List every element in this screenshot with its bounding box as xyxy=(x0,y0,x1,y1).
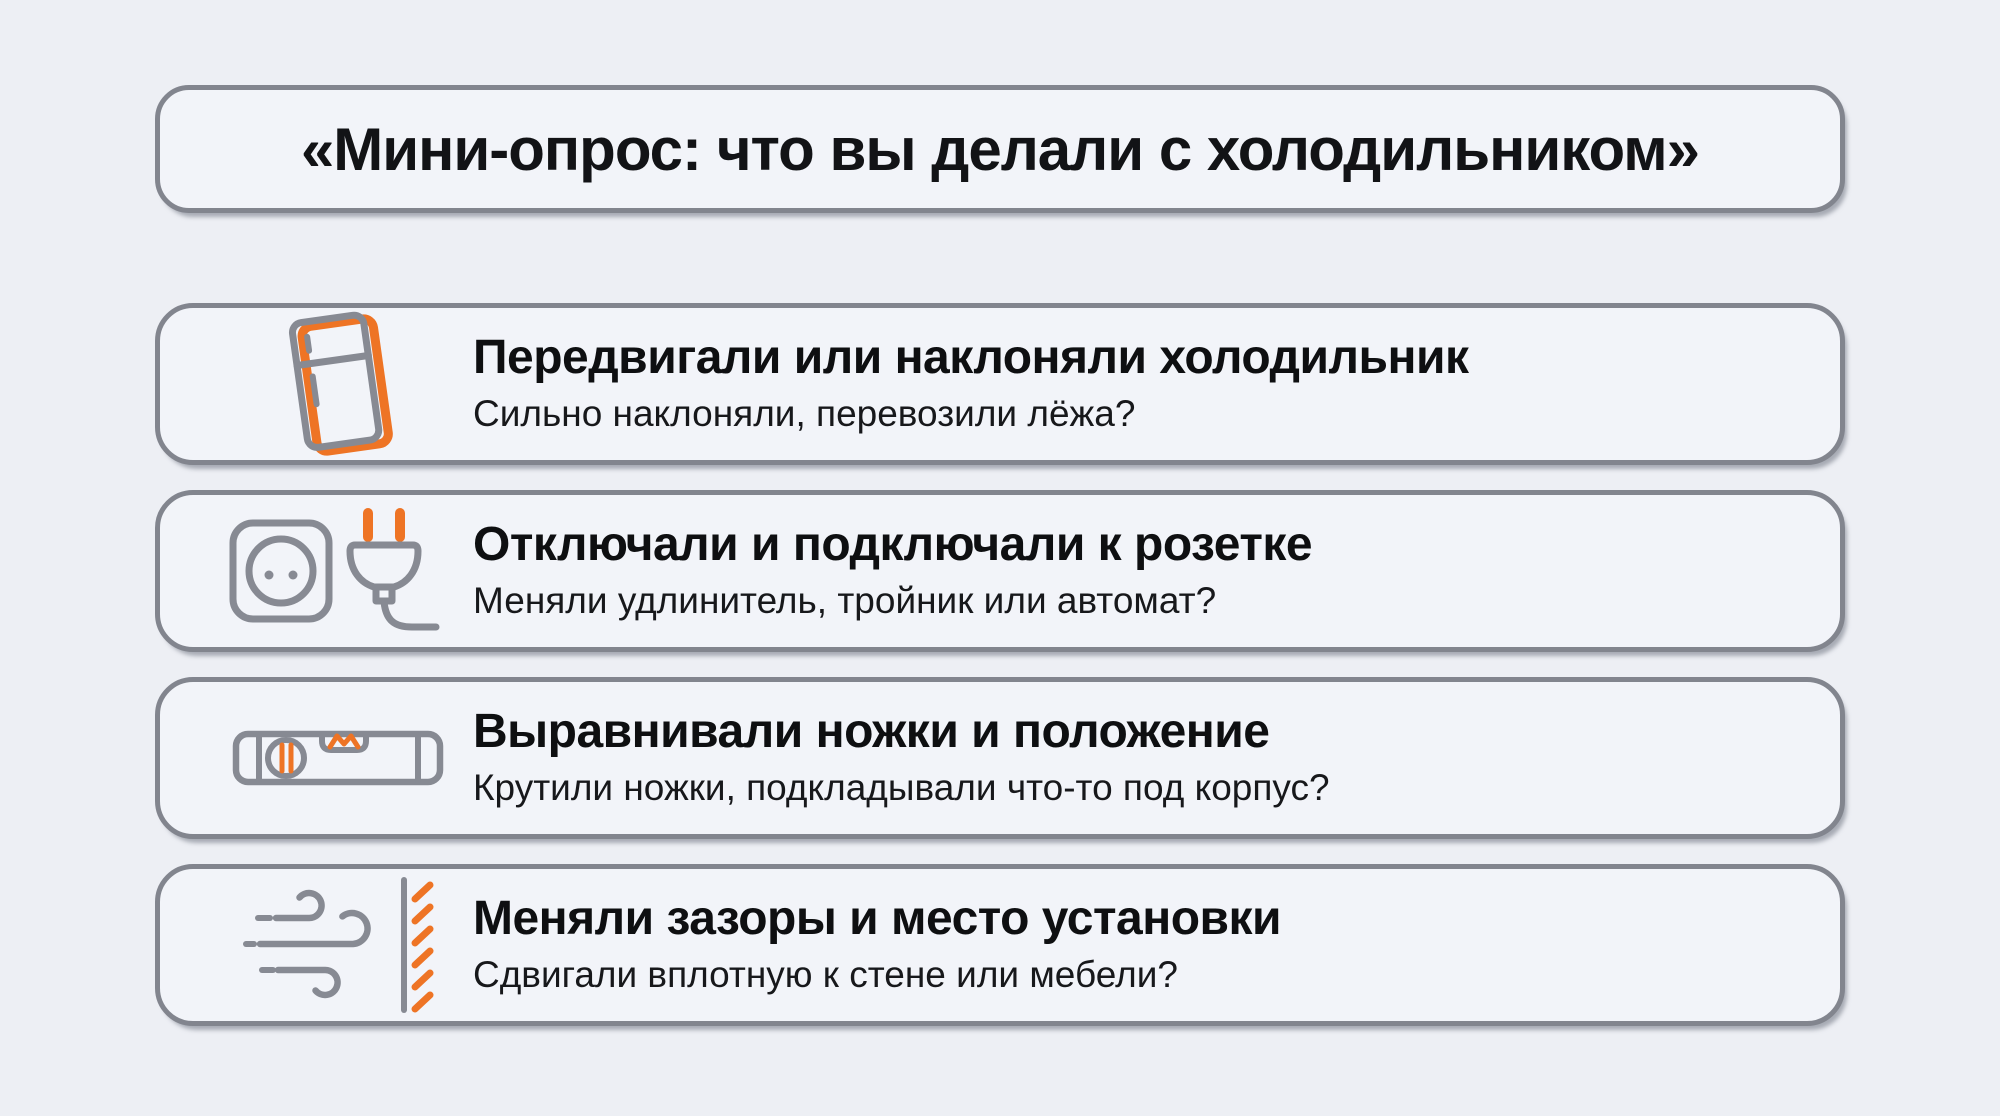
title-box xyxy=(155,85,1845,213)
tilted-fridge-icon xyxy=(279,309,397,459)
spirit-level-icon xyxy=(232,726,444,790)
card-title: Передвигали или наклоняли холодильник xyxy=(473,331,1469,385)
card-icon-box xyxy=(230,505,445,637)
card-icon-box xyxy=(230,309,445,459)
card-text xyxy=(473,892,1281,997)
card-text xyxy=(473,518,1312,623)
socket-and-plug-icon xyxy=(225,505,450,637)
card-subtitle: Сдвигали вплотную к стене или мебели? xyxy=(473,954,1178,996)
card-subtitle: Сильно наклоняли, перевозили лёжа? xyxy=(473,393,1136,435)
card-moved-or-tilted xyxy=(155,303,1845,465)
card-text xyxy=(473,705,1330,810)
card-title: Выравнивали ножки и положение xyxy=(473,705,1270,759)
card-subtitle: Меняли удлинитель, тройник или автомат? xyxy=(473,580,1217,622)
card-text xyxy=(473,331,1469,436)
card-gaps-placement xyxy=(155,864,1845,1026)
card-icon-box xyxy=(230,872,445,1018)
card-subtitle: Крутили ножки, подкладывали что-то под корпус? xyxy=(473,767,1330,809)
card-title: Меняли зазоры и место установки xyxy=(473,892,1282,946)
card-title: Отключали и подключали к розетке xyxy=(473,518,1313,572)
card-icon-box xyxy=(230,726,445,790)
airflow-wall-gap-icon xyxy=(238,872,438,1018)
page-title: «Мини-опрос: что вы делали с холодильником» xyxy=(300,115,1700,183)
card-power-connection xyxy=(155,490,1845,652)
card-leveling-feet xyxy=(155,677,1845,839)
